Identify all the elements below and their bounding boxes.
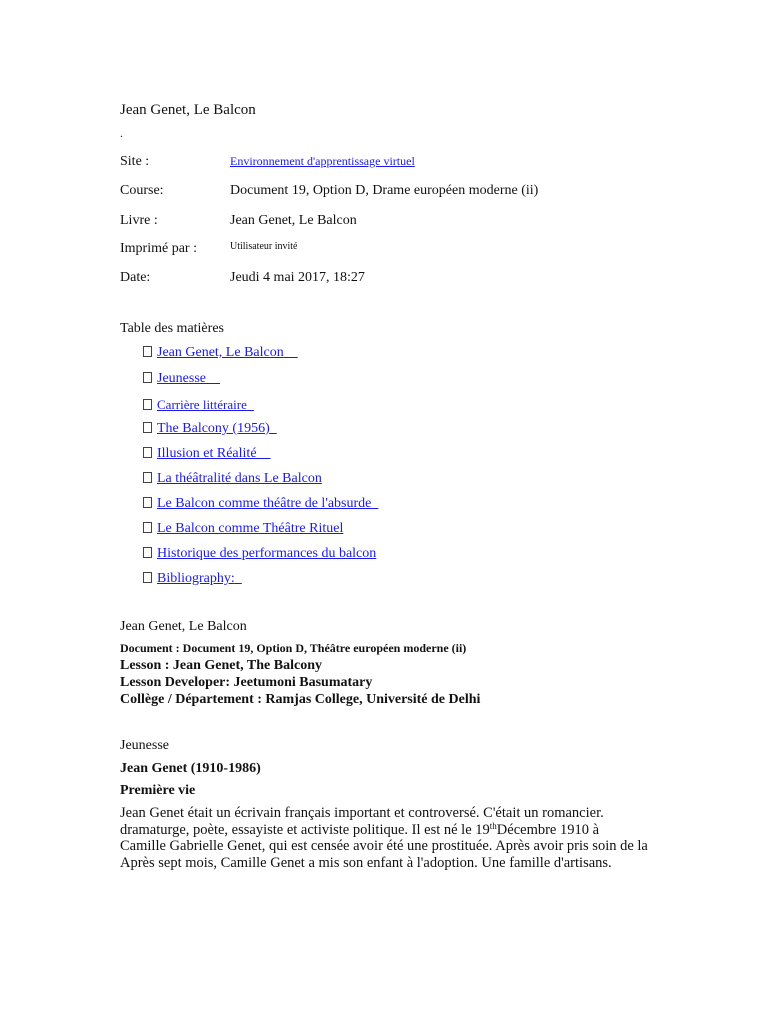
toc-item[interactable]	[143, 471, 322, 487]
toc-link[interactable]: Le Balcon comme Théâtre Rituel	[157, 521, 344, 536]
toc-link[interactable]: The Balcony (1956)	[157, 421, 270, 436]
toc-item[interactable]	[143, 521, 343, 537]
body-paragraph	[120, 805, 680, 871]
book-label: Livre :	[120, 213, 158, 228]
toc-item[interactable]	[143, 571, 242, 587]
toc-link[interactable]: Jeunesse	[157, 371, 206, 386]
toc-link[interactable]: Illusion et Réalité	[157, 446, 257, 461]
toc-bullet-icon	[143, 372, 152, 383]
toc-link[interactable]: Jean Genet, Le Balcon	[157, 345, 284, 360]
section-title: Jean Genet, Le Balcon	[120, 619, 247, 634]
document-line: Document : Document 19, Option D, Théâtre européen moderne (ii)	[120, 641, 467, 655]
book-value: Jean Genet, Le Balcon	[230, 213, 357, 228]
toc-bullet-icon	[143, 572, 152, 583]
section-subheading: Première vie	[120, 783, 196, 798]
paragraph-line: Après sept mois, Camille Genet a mis son enfant à l'adoption. Une famille d'artisans.	[120, 854, 612, 871]
toc-link[interactable]: La théâtralité dans Le Balcon	[157, 471, 322, 486]
toc-link[interactable]: Le Balcon comme théâtre de l'absurde	[157, 496, 372, 511]
toc-bullet-icon	[143, 422, 152, 433]
toc-item[interactable]	[143, 371, 220, 387]
superscript: th	[489, 820, 497, 831]
date-value: Jeudi 4 mai 2017, 18:27	[230, 270, 365, 285]
developer-line: Lesson Developer: Jeetumoni Basumatary	[120, 675, 373, 690]
section-title: Jeunesse	[120, 738, 169, 753]
toc-bullet-icon	[143, 346, 152, 357]
section-heading: Jean Genet (1910-1986)	[120, 761, 261, 776]
toc-item[interactable]	[143, 345, 298, 361]
toc-bullet-icon	[143, 547, 152, 558]
toc-link[interactable]: Bibliography:	[157, 571, 235, 586]
paragraph-line: Jean Genet était un écrivain français important et controversé. C'était un romancier.	[120, 805, 604, 821]
toc-link[interactable]: Carrière littéraire	[157, 397, 247, 412]
toc-bullet-icon	[143, 522, 152, 533]
site-label: Site :	[120, 154, 150, 169]
toc-link[interactable]: Historique des performances du balcon	[157, 546, 377, 561]
title-dot: .	[120, 126, 123, 140]
date-label: Date:	[120, 270, 151, 285]
toc-bullet-icon	[143, 497, 152, 508]
toc-bullet-icon	[143, 472, 152, 483]
printed-by-value: Utilisateur invité	[230, 241, 298, 252]
paragraph-line: dramaturge, poète, essayiste et activiste politique. Il est né le 19thDécembre 1910 à	[120, 820, 600, 838]
site-link[interactable]: Environnement d'apprentissage virtuel	[230, 154, 415, 168]
toc-item[interactable]	[143, 496, 378, 512]
lesson-line: Lesson : Jean Genet, The Balcony	[120, 658, 322, 673]
college-line: Collège / Département : Ramjas College, Université de Delhi	[120, 692, 481, 707]
toc-item[interactable]	[143, 397, 254, 414]
printed-by-label: Imprimé par :	[120, 241, 197, 256]
toc-bullet-icon	[143, 399, 152, 410]
toc-bullet-icon	[143, 447, 152, 458]
course-label: Course:	[120, 183, 164, 198]
toc-item[interactable]	[143, 446, 271, 462]
toc-item[interactable]	[143, 421, 277, 437]
course-value: Document 19, Option D, Drame européen moderne (ii)	[230, 183, 539, 198]
document-title: Jean Genet, Le Balcon	[120, 102, 256, 118]
toc-item[interactable]	[143, 546, 376, 562]
toc-title: Table des matières	[120, 321, 224, 336]
paragraph-line: Camille Gabrielle Genet, qui est censée avoir été une prostituée. Après avoir pris soin de la	[120, 838, 648, 854]
